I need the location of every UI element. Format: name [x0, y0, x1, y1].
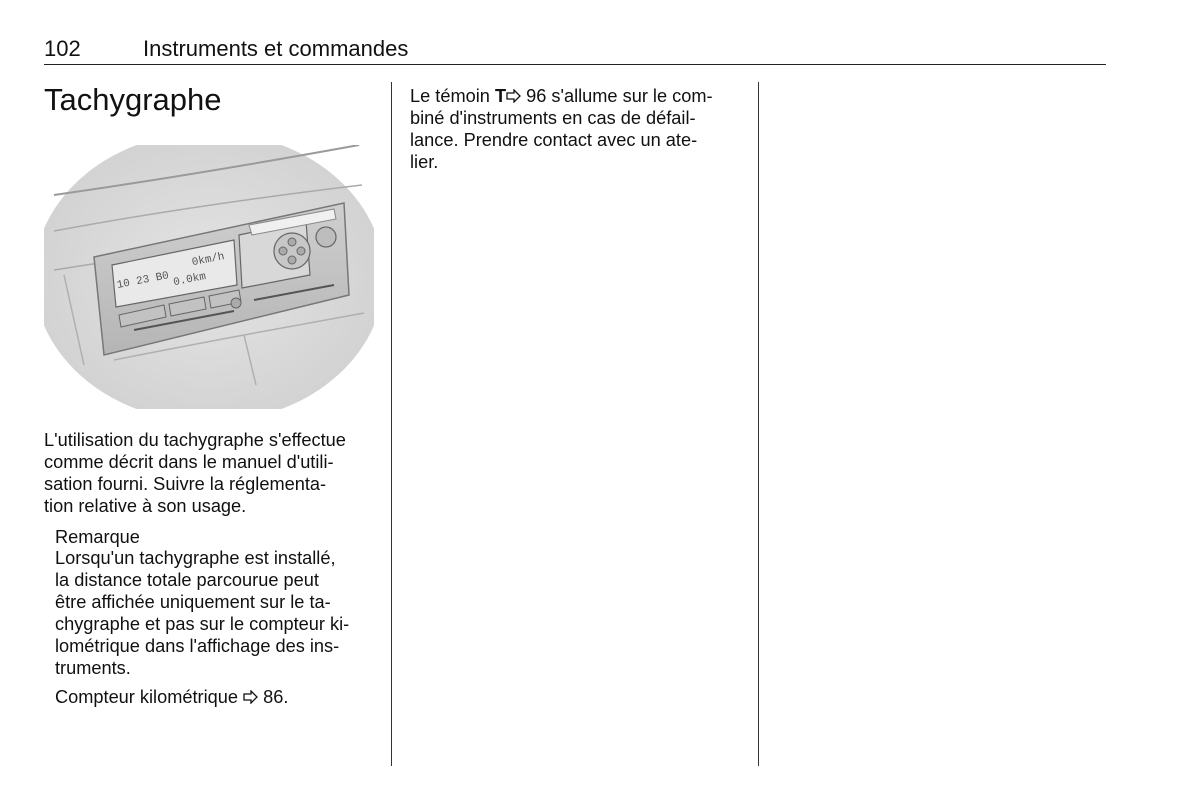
note-line: Lorsqu'un tachygraphe est installé, — [55, 548, 336, 568]
display-speed: 0km/h — [190, 251, 226, 270]
column-divider-1 — [391, 82, 392, 766]
page-number: 102 — [44, 36, 81, 61]
warning-intro: Le témoin — [410, 86, 490, 106]
usage-line: comme décrit dans le manuel d'utili- — [44, 452, 334, 472]
note-line: truments. — [55, 658, 131, 678]
note-line: chygraphe et pas sur le compteur ki- — [55, 614, 350, 634]
note-label: Remarque — [55, 527, 140, 547]
note-line: être affichée uniquement sur le ta- — [55, 592, 331, 612]
note-line: lométrique dans l'affichage des ins- — [55, 636, 340, 656]
reference-page: 86. — [263, 687, 289, 707]
warning-line: biné d'instruments en cas de défail- — [410, 108, 696, 128]
page-reference-icon — [506, 89, 521, 103]
odometer-reference[interactable] — [55, 686, 288, 708]
page-title: Tachygraphe — [44, 82, 222, 117]
display-line2: 0.0km — [172, 271, 208, 290]
usage-line: tion relative à son usage. — [44, 496, 247, 516]
display-line1: 10 23 B0 — [115, 270, 171, 292]
warning-line: lance. Prendre contact avec un ate- — [410, 130, 698, 150]
column-divider-2 — [758, 82, 759, 766]
paragraph-usage — [44, 429, 346, 517]
reference-text: Compteur kilométrique — [55, 687, 238, 707]
warning-line: lier. — [410, 152, 439, 172]
page-reference-icon — [243, 690, 258, 704]
page-header — [44, 36, 1106, 65]
warning-light-symbol: T — [494, 86, 507, 106]
warning-line: 96 s'allume sur le com- — [526, 86, 713, 106]
section-title: Instruments et commandes — [143, 36, 409, 61]
tachograph-illustration — [44, 145, 374, 409]
usage-line: L'utilisation du tachygraphe s'effectue — [44, 430, 346, 450]
warning-light-paragraph — [410, 85, 713, 173]
note-line: la distance totale parcourue peut — [55, 570, 319, 590]
usage-line: sation fourni. Suivre la réglementa- — [44, 474, 327, 494]
note-body — [55, 547, 349, 679]
eject-knob — [316, 227, 336, 247]
